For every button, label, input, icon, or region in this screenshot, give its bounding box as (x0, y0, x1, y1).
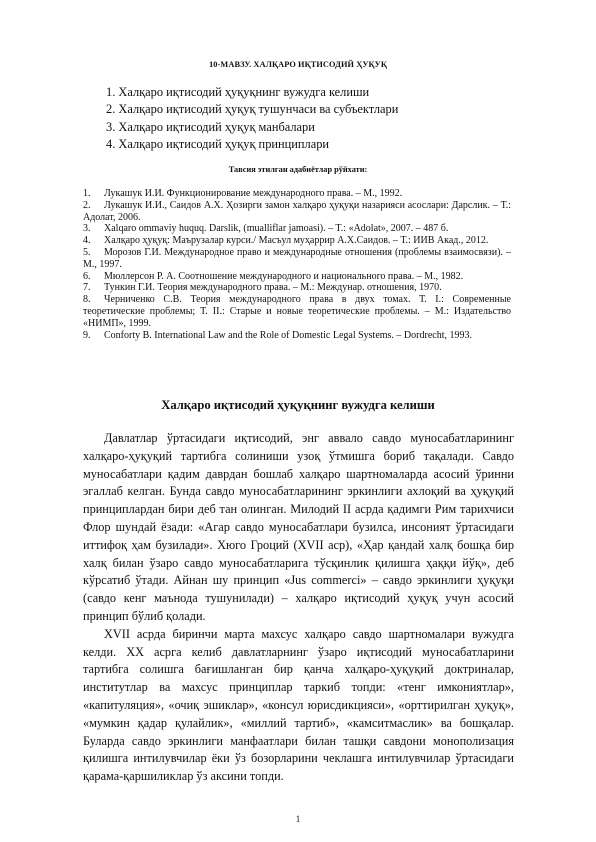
reference-number: 1. (83, 188, 91, 199)
body-text (83, 430, 514, 786)
reference-number: 5. (83, 246, 91, 258)
reference-text: Черниченко С.В. Теория международного права в двух томах. Т. I.: Современные теоретические проблемы; Т. II.: Старые и новые теоретические проблемы. – М.: Издательство «НИМП», 1999. (83, 294, 511, 329)
section-heading: Халқаро иқтисодий ҳуқуқнинг вужудга келиши (161, 398, 435, 412)
reference-text: Xalqaro ommaviy huquq. Darslik, (mualliflar jamoasi). – T.: «Adolat», 2007. – 487 б. (104, 223, 449, 235)
reference-item (83, 247, 511, 271)
plan-item: 2. Халқаро иқтисодий ҳуқуқ тушунчаси ва субъектлари (106, 102, 399, 117)
body-paragraph: XVII асрда биринчи марта махсус халқаро савдо шартномалари вужудга келди. XX асрга келиб давлатларнинг ўзаро иқтисодий муносабатларини тартибга солишга бағишланган бир қанча халқаро-ҳуқуқий доктриналар, институтлар ва махсус принциплар таркиб топди: «тенг имкониятлар», «капитуляция», «очиқ эшиклар», «консул юрисдикцияси», «орттирилган ҳуқуқ», «мумкин қадар қулайлик», «миллий тартиб», «камситмаслик» ва бошқалар. Буларда савдо эркинлиги манфаатлари билан ташқи савдони монополизация қилишга интилувчилар ёки ўз бозорларини чеклашга интилувчилар ўртасидаги қарама-қаршиликлар ўз аксини топди. (83, 626, 514, 784)
literature-heading: Тавсия этилган адабиётлар рўйхати: (228, 165, 368, 174)
body-paragraph: Давлатлар ўртасидаги иқтисодий, энг аввало савдо муносабатларининг халқаро-ҳуқуқий тартибга солиниши узоқ ўтмишга бориб тақалади. Савдо муносабатлари қадим даврдан бошлаб халқаро шартномаларда асосий ўринни эгаллаб келган. Бунда савдо муносабатларининг эркинлиги ахлоқий ва ҳуқуқий принциплардан бири деб тан олинган. Милодий II асрда қадимги Рим тарихчиси Флор шундай ёзади: «Агар савдо муносабатлари бузилса, инсоният ўртасидаги иттифоқ ҳам бузилади». Хюго Гроций (XVII аср), «Ҳар қандай халқ бошқа бир халқ билан ўзаро савдо муносабатларига тўсқинлик қилишга ҳаққи йўқ», деб кўрсатиб ўтади. Айнан шу принцип «Jus commerci» – савдо эркинлиги ҳуқуқи (савдо кенг маънода тушунилади) – халқаро иқтисодий ҳуқуқ учун асосий принцип бўлиб қолади. (83, 431, 514, 623)
reference-text: Тункин Г.И. Теория международного права. – М.: Междунар. отношения, 1970. (104, 282, 442, 294)
reference-number: 8. (83, 294, 91, 306)
reference-number: 6. (83, 270, 91, 282)
reference-list (83, 188, 511, 341)
page-number: 1 (295, 814, 301, 824)
plan-item: 4. Халқаро иқтисодий ҳуқуқ принциплари (106, 136, 330, 151)
reference-number: 7. (83, 282, 91, 294)
reference-number: 2. (83, 199, 91, 211)
reference-item (83, 282, 511, 294)
reference-item (83, 294, 511, 329)
reference-number: 4. (83, 235, 91, 247)
reference-text: Халқаро ҳуқуқ: Маърузалар курси./ Масъул муҳаррир А.Х.Саидов. – Т.: ИИВ Акад., 2012. (104, 235, 489, 247)
reference-text: Лукашук И.И., Саидов А.Х. Ҳозирги замон халқаро ҳуқуқи назарияси асослари: Дарслик. – Т.: Адолат, 2006. (83, 199, 511, 223)
topic-plan-list (106, 84, 398, 153)
reference-number: 9. (83, 329, 91, 341)
reference-text: Мюллерсон Р. А. Соотношение международного и национального права. – М., 1982. (104, 270, 464, 282)
plan-item: 3. Халқаро иқтисодий ҳуқуқ манбалари (106, 119, 315, 134)
reference-text: Лукашук И.И. Функционирование международного права. – М., 1992. (104, 188, 403, 199)
reference-item (83, 330, 511, 342)
reference-item (83, 200, 511, 224)
reference-text: Морозов Г.И. Международное право и международные отношения (проблемы взаимосвязи). – М., 1997. (83, 246, 511, 270)
reference-item (83, 188, 511, 200)
plan-item: 1. Халқаро иқтисодий ҳуқуқнинг вужудга келиши (106, 85, 370, 99)
reference-item (83, 271, 511, 283)
reference-item (83, 235, 511, 247)
reference-number: 3. (83, 223, 91, 235)
reference-item (83, 223, 511, 235)
reference-text: Conforty B. International Law and the Role of Domestic Legal Systems. – Dordrecht, 1993. (104, 329, 472, 341)
page-title: 10-МАВЗУ. ХАЛҚАРО ИҚТИСОДИЙ ҲУҚУҚ (209, 60, 387, 69)
